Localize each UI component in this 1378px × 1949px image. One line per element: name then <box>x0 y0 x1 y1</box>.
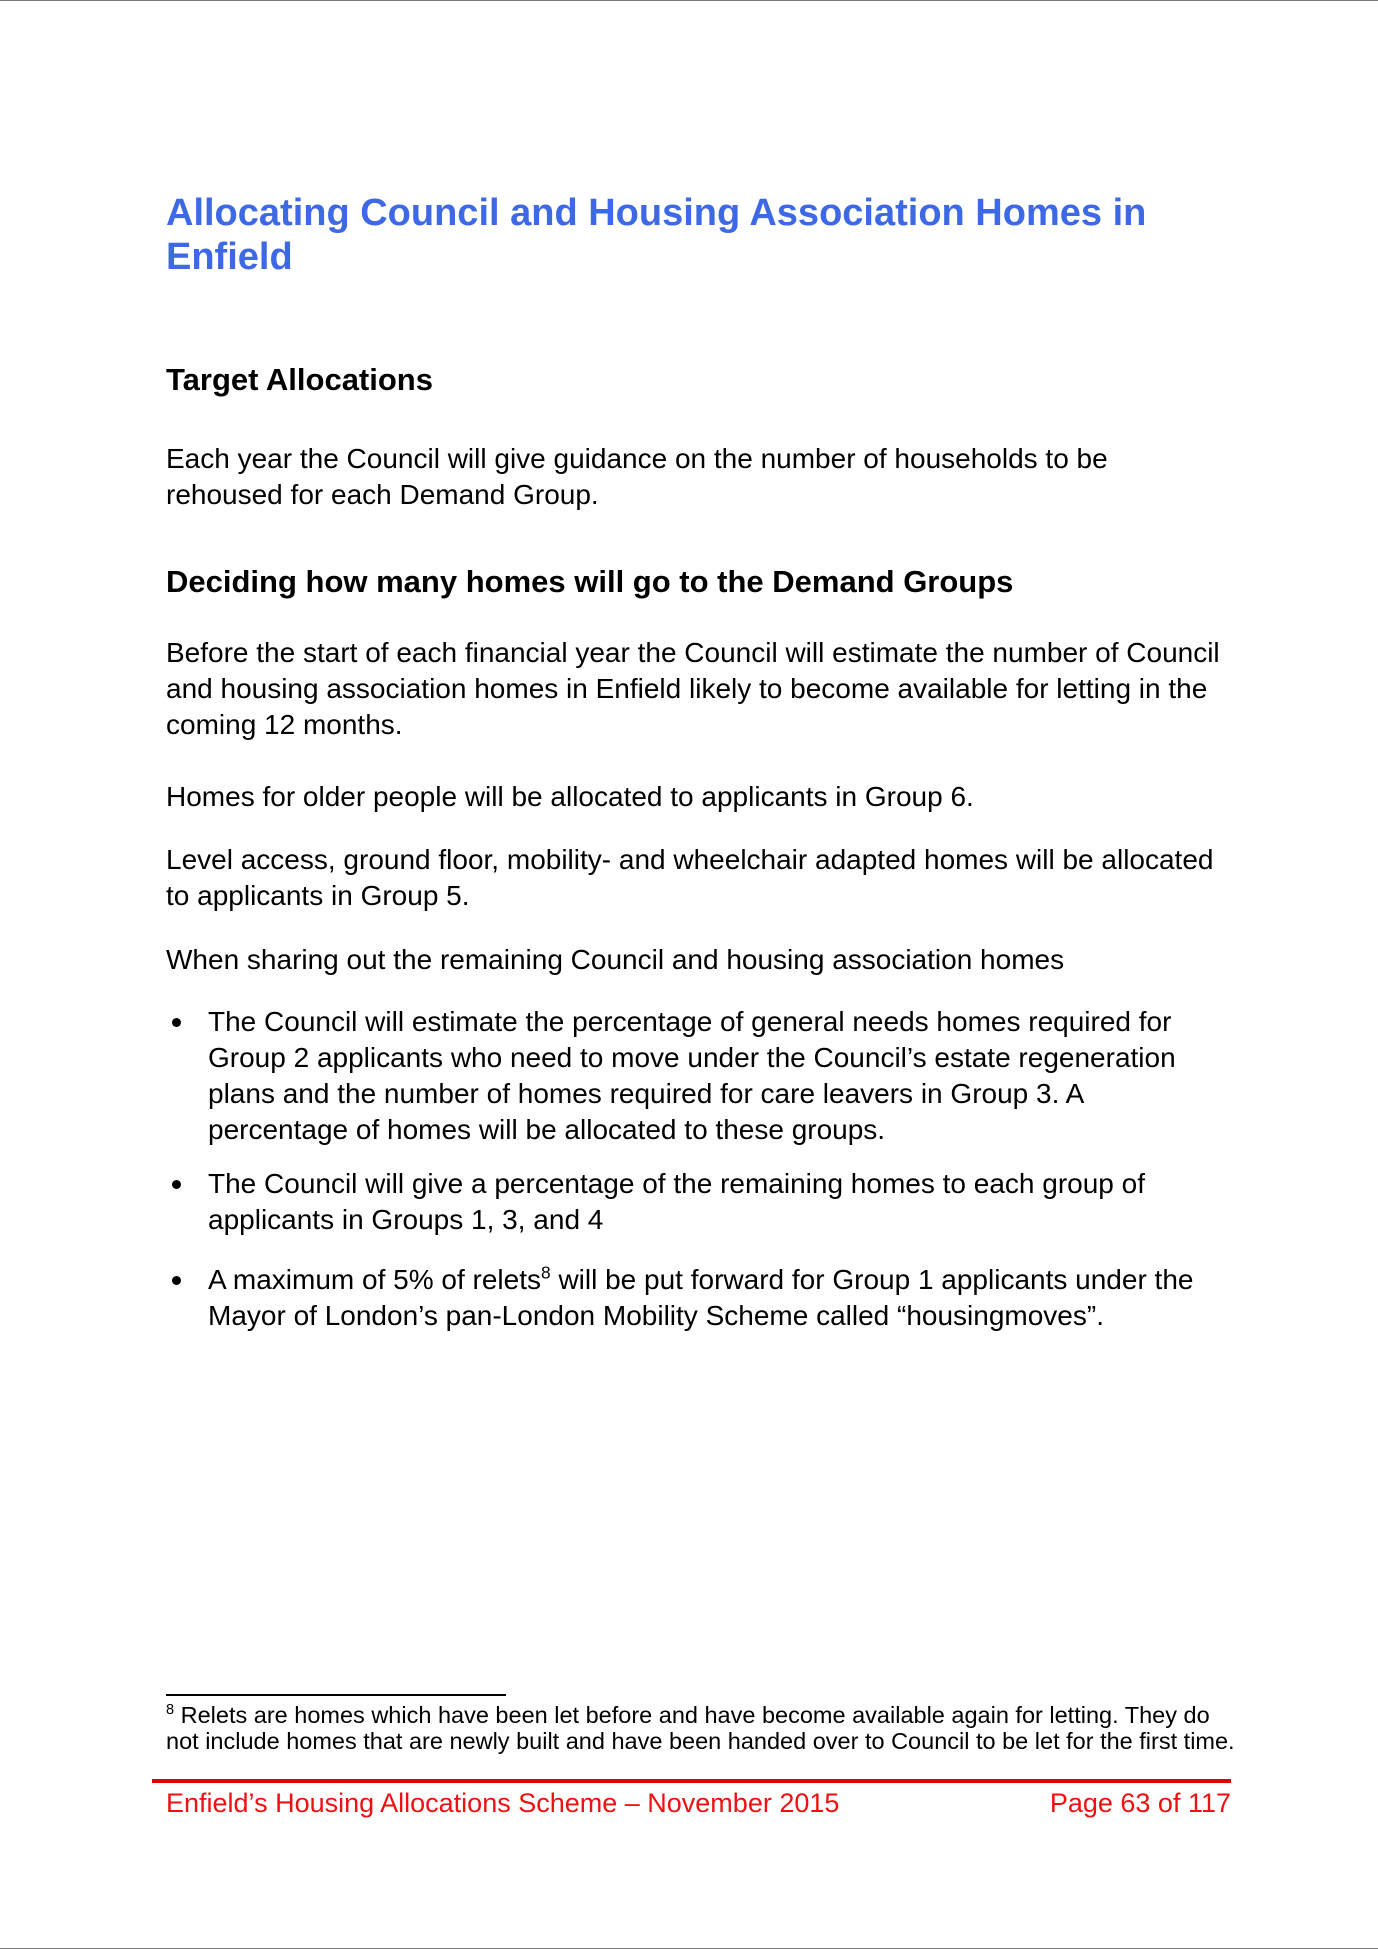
bullet-dot-icon <box>172 1180 181 1189</box>
footer-separator-rule <box>152 1779 1231 1783</box>
paragraph-older-people-group6: Homes for older people will be allocated to applicants in Group 6. <box>166 781 974 812</box>
footnote-marker-superscript: 8 <box>166 1702 175 1719</box>
section-heading-target-allocations: Target Allocations <box>166 362 433 397</box>
footer-document-title: Enfield’s Housing Allocations Scheme – November 2015 <box>166 1788 840 1818</box>
bullet-dot-icon <box>172 1276 181 1285</box>
bullet-text-post: will be put forward for Group 1 applicants under the Mayor of London’s pan-London Mobility Scheme called “housingmoves”. <box>208 1264 1194 1331</box>
bullet-item-remaining-homes <box>166 1166 1226 1238</box>
bullet-text: The Council will give a percentage of the remaining homes to each group of applicants in Groups 1, 3, and 4 <box>208 1168 1145 1235</box>
paragraph-guidance: Each year the Council will give guidance on the number of households to be rehoused for each Demand Group. <box>166 443 1108 510</box>
paragraph-sharing-out-intro: When sharing out the remaining Council and housing association homes <box>166 944 1065 975</box>
footer-page-number: Page 63 of 117 <box>1049 1788 1231 1818</box>
footnote <box>166 1702 1241 1754</box>
bullet-text: The Council will estimate the percentage of general needs homes required for Group 2 applicants who need to move under the Council’s estate regeneration plans and the number of homes required for care leavers in Group 3. A percentage of homes will be allocated to these groups. <box>208 1006 1176 1145</box>
bullet-item-estate-regeneration <box>166 1004 1226 1148</box>
paragraph-estimate-homes: Before the start of each financial year the Council will estimate the number of Council and housing association homes in Enfield likely to become available for letting in the coming 12 months. <box>166 637 1220 740</box>
page-footer <box>166 1787 1231 1819</box>
bullet-dot-icon <box>172 1018 181 1027</box>
section-heading-deciding-homes: Deciding how many homes will go to the Demand Groups <box>166 564 1014 599</box>
bullet-text-pre: A maximum of 5% of relets <box>208 1264 542 1295</box>
footnote-text: Relets are homes which have been let before and have become available again for letting. They do not include homes that are newly built and have been handed over to Council to be let for the first time. <box>166 1702 1235 1754</box>
paragraph-level-access-group5: Level access, ground floor, mobility- and wheelchair adapted homes will be allocated to applicants in Group 5. <box>166 844 1214 911</box>
footnote-separator-rule <box>166 1694 506 1696</box>
bullet-item-relets-housingmoves <box>166 1262 1226 1334</box>
page-title: Allocating Council and Housing Association Homes in Enfield <box>166 192 1147 278</box>
footnote-reference-superscript: 8 <box>541 1262 551 1283</box>
